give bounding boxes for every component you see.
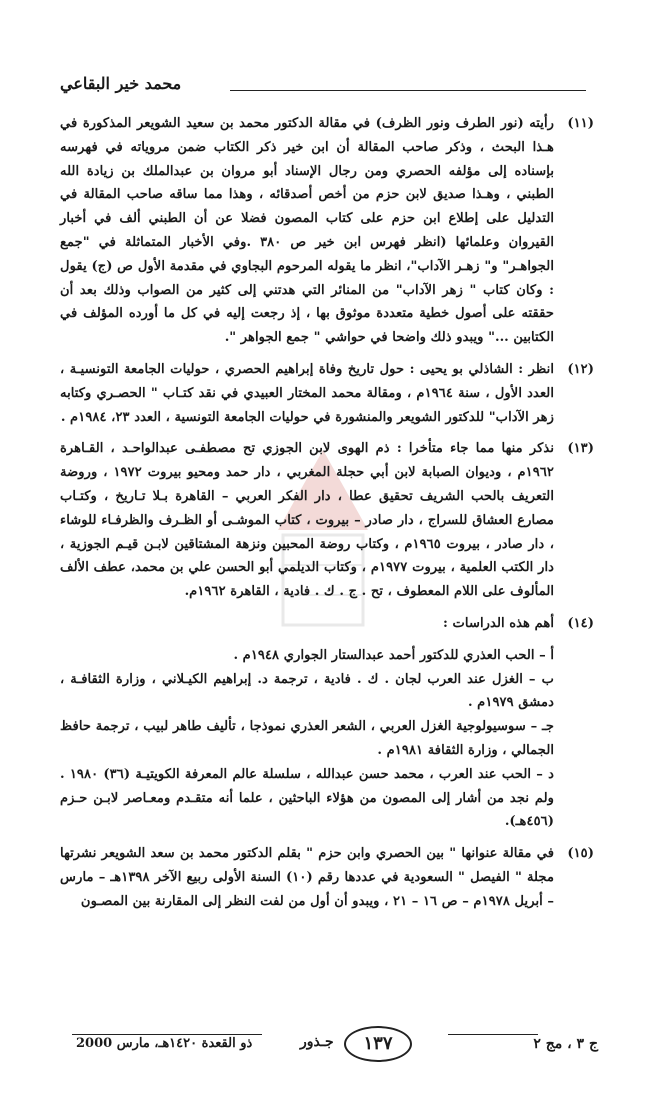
study-item: جـ – سوسيولوجية الغزل العربي ، الشعر العذري نموذجا ، تأليف طاهر لبيب ، ترجمة حافظ الجمالي ، وزارة الثقافة ١٩٨١م . [60,719,554,758]
header-author: محمد خير البقاعي [60,74,182,93]
study-item: د – الحب عند العرب ، محمد حسن عبدالله ، سلسلة عالم المعرفة الكويتيـة (٣٦) ١٩٨٠ . ولم نجد من أشار إلى المصون من هؤلاء الباحثين ، علما أنه متقـدم ومعـاصر لابـن حـزم (٤٥٦هـ). [60,766,554,830]
footnote-15 [60,842,594,913]
footnote-text: أهم هذه الدراسات : [443,615,554,631]
footer-date: ذو القعدة ١٤٢٠هـ، مارس 2000 [76,1036,253,1051]
footnote-12 [60,358,594,429]
issue-label: ج ٣ ، مج ٢ [533,1036,598,1052]
footnotes-body [60,112,594,922]
study-item: أ – الحب العذري للدكتور أحمد عبدالستار الجواري ١٩٤٨م . [233,647,554,663]
footnote-text: في مقالة عنوانها " بين الحصري وابن حزم " بقلم الدكتور محمد بن سعد الشويعر نشرتها مجلة " الفيصل " السعودية في عددها رقم (١٠) السنة الأولى ربيع الآخر ١٣٩٨هـ – مارس – أبريل ١٩٧٨م – ص ١٦ – ٢١ ، ويبدو أن أول من لفت النظر إلى المقارنة بين المصـون [60,846,555,909]
footnote-text: رأيته (نور الطرف ونور الظرف) في مقالة الدكتور محمد بن سعيد الشويعر المذكورة في هـذا البحث ، وذكر صاحب المقالة أن ابن خير ذكر الكتاب ضمن مروياته في فهرسه بإسناده إلى مؤلفه الحصري ومن رجال الإسناد أبو مروان بن عبدالملك بن زيادة الله الطبني ، وهـذا صديق لابن حزم من أخص أصدقائه ، وهذا مما ساقه صاحب المقالة في التدليل على إطلاع ابن حزم على كتاب المصون فضلا عن أن الطبني ألف في أخبار القيروان وعلمائها (انظر فهرس ابن خير ص ٣٨٠ .وفي الأخبار المتماثلة في "جمع الجواهـر" و" زهـر الآداب"، انظر ما يقوله المرحوم البجاوي في مقدمة الأول ص (ج) يقول : وكان كتاب " زهر الآداب" من المنائر التي هدتني إلى كثير من الصواب وذلك بعد أن حققته على أصول خطية متعددة موثوق بها ، إذ رجعت إليه في كل ما أورده المؤلف في الكتابين ..." ويبدو ذلك واضحا في حواشي " جمع الجواهر ". [60,116,554,346]
running-header [60,74,586,100]
footnote-text: نذكر منها مما جاء متأخرا : ذم الهوى لابن الجوزي تح مصطفـى عبدالواحـد ، القـاهرة ١٩٦٢م ، وديوان الصبابة لابن أبي حجلة المغربي ، دار حمد ومحيو بيروت ١٩٧٢ ، وروضة التعريف بالحب الشريف تحقيق عطا ، دار الفكر العربي – القاهرة بـلا تـاريخ ، وكتـاب مصارع العشاق للسراج ، دار صادر – بيروت ، كتاب الموشـى أو الظـرف والظرفـاء للوشاء ، دار صادر ، بيروت ١٩٦٥م ، وكتاب روضة المحبين ونزهة المشتاقين لابـن قيـم الجوزية ، دار الكتب العلمية ، بيروت ١٩٧٧م ، وكتاب الديلمي أبو الحسن علي بن محمد، عطف الألف المألوف على اللام المعطوف ، تح . ج . ك . فادية ، القاهرة ١٩٦٢م. [60,441,554,600]
footer-rule-left [72,1034,262,1035]
footnote-number: (١٤) [567,615,594,631]
footnote-13 [60,437,594,604]
footnote-number: (١٥) [567,846,594,862]
footnote-14 [60,612,594,834]
study-item: ب – الغزل عند العرب لجان . ك . فادية ، ترجمة د. إبراهيم الكيـلاني ، وزارة الثقافـة ، دمشق ١٩٧٩م . [60,671,554,711]
footnote-number: (١١) [567,116,594,131]
footnote-number: (١٢) [567,361,594,377]
page-footer [48,1024,598,1064]
footer-rule-right [448,1034,538,1035]
footnote-text: انظر : الشاذلي بو يحيى : حول تاريخ وفاة إبراهيم الحصري ، حوليات الجامعة التونسيـة ، العدد الأول ، سنة ١٩٦٤م ، ومقالة محمد المختار العبيدي في نقد كتـاب " الحصـري وكتابه زهر الآداب" للدكتور الشويعر والمنشورة في حوليات الجامعة التونسية ، العدد ٢٣، ١٩٨٤م . [60,361,554,425]
page-number: ١٣٧ [344,1026,412,1062]
journal-name: جـذور [300,1034,334,1050]
footnote-number: (١٣) [567,441,594,457]
footnote-11 [60,112,594,350]
header-rule [230,90,586,91]
